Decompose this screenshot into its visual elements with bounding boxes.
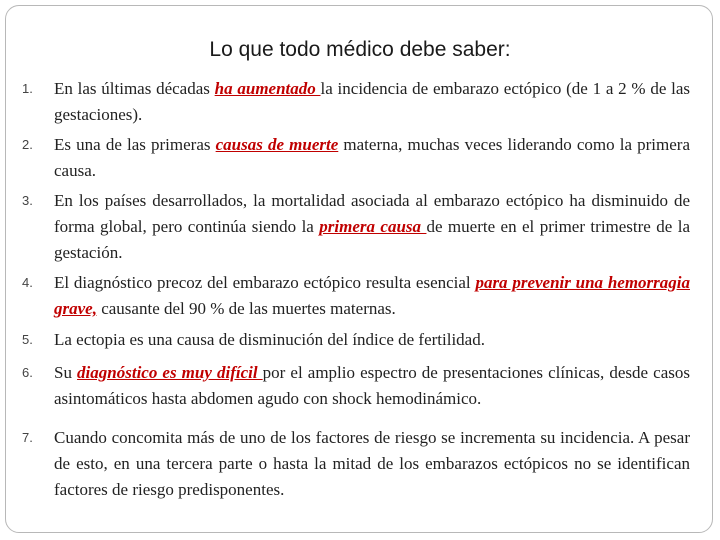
list-item-1 [22, 76, 690, 128]
list-item-6 [22, 360, 690, 412]
item-text: En las últimas décadas [54, 79, 215, 98]
item-number: 1. [22, 81, 33, 96]
item-highlight: para prevenir una hemorragia grave, [54, 273, 690, 318]
item-text-rest: la incidencia de embarazo ectópico (de 1 a 2 % de las gestaciones). [54, 79, 691, 124]
item-highlight: ha aumentado [214, 79, 321, 98]
item-text: El diagnóstico precoz del embarazo ectópico resulta esencial [54, 273, 476, 292]
list-item-3 [22, 188, 690, 266]
list-item-4 [22, 270, 690, 322]
list-item-7 [22, 425, 690, 503]
list-item-2 [22, 132, 690, 184]
item-text-rest: causante del 90 % de las muertes maternas. [96, 299, 396, 318]
item-text: Cuando concomita más de uno de los factores de riesgo se incrementa su incidencia. A pesar de esto, en una tercera parte o hasta la mitad de los embarazos ectópicos no se identifican factores de riesgo predisponentes. [54, 428, 690, 499]
item-number: 7. [22, 430, 33, 445]
item-highlight: causas de muerte [215, 135, 339, 154]
item-number: 3. [22, 193, 33, 208]
item-text: La ectopia es una causa de disminución del índice de fertilidad. [54, 330, 485, 349]
item-text: Es una de las primeras [54, 135, 216, 154]
slide-title: Lo que todo médico debe saber: [209, 38, 511, 61]
item-text: En los países desarrollados, la mortalidad asociada al embarazo ectópico ha disminuido de forma global, pero continúa siendo la [54, 191, 690, 236]
item-highlight: primera causa [319, 217, 427, 236]
list-item-5 [22, 327, 690, 353]
item-highlight: diagnóstico es muy difícil [77, 363, 263, 382]
item-number: 6. [22, 365, 33, 380]
item-number: 5. [22, 332, 33, 347]
item-number: 4. [22, 275, 33, 290]
item-text: Su [54, 363, 78, 382]
item-text-rest: de muerte en el primer trimestre de la gestación. [54, 217, 691, 262]
item-text-rest: por el amplio espectro de presentaciones clínicas, desde casos asintomáticos hasta abdomen agudo con shock hemodinámico. [54, 363, 690, 408]
item-text-rest: materna, muchas veces liderando como la primera causa. [54, 135, 690, 180]
item-number: 2. [22, 137, 33, 152]
